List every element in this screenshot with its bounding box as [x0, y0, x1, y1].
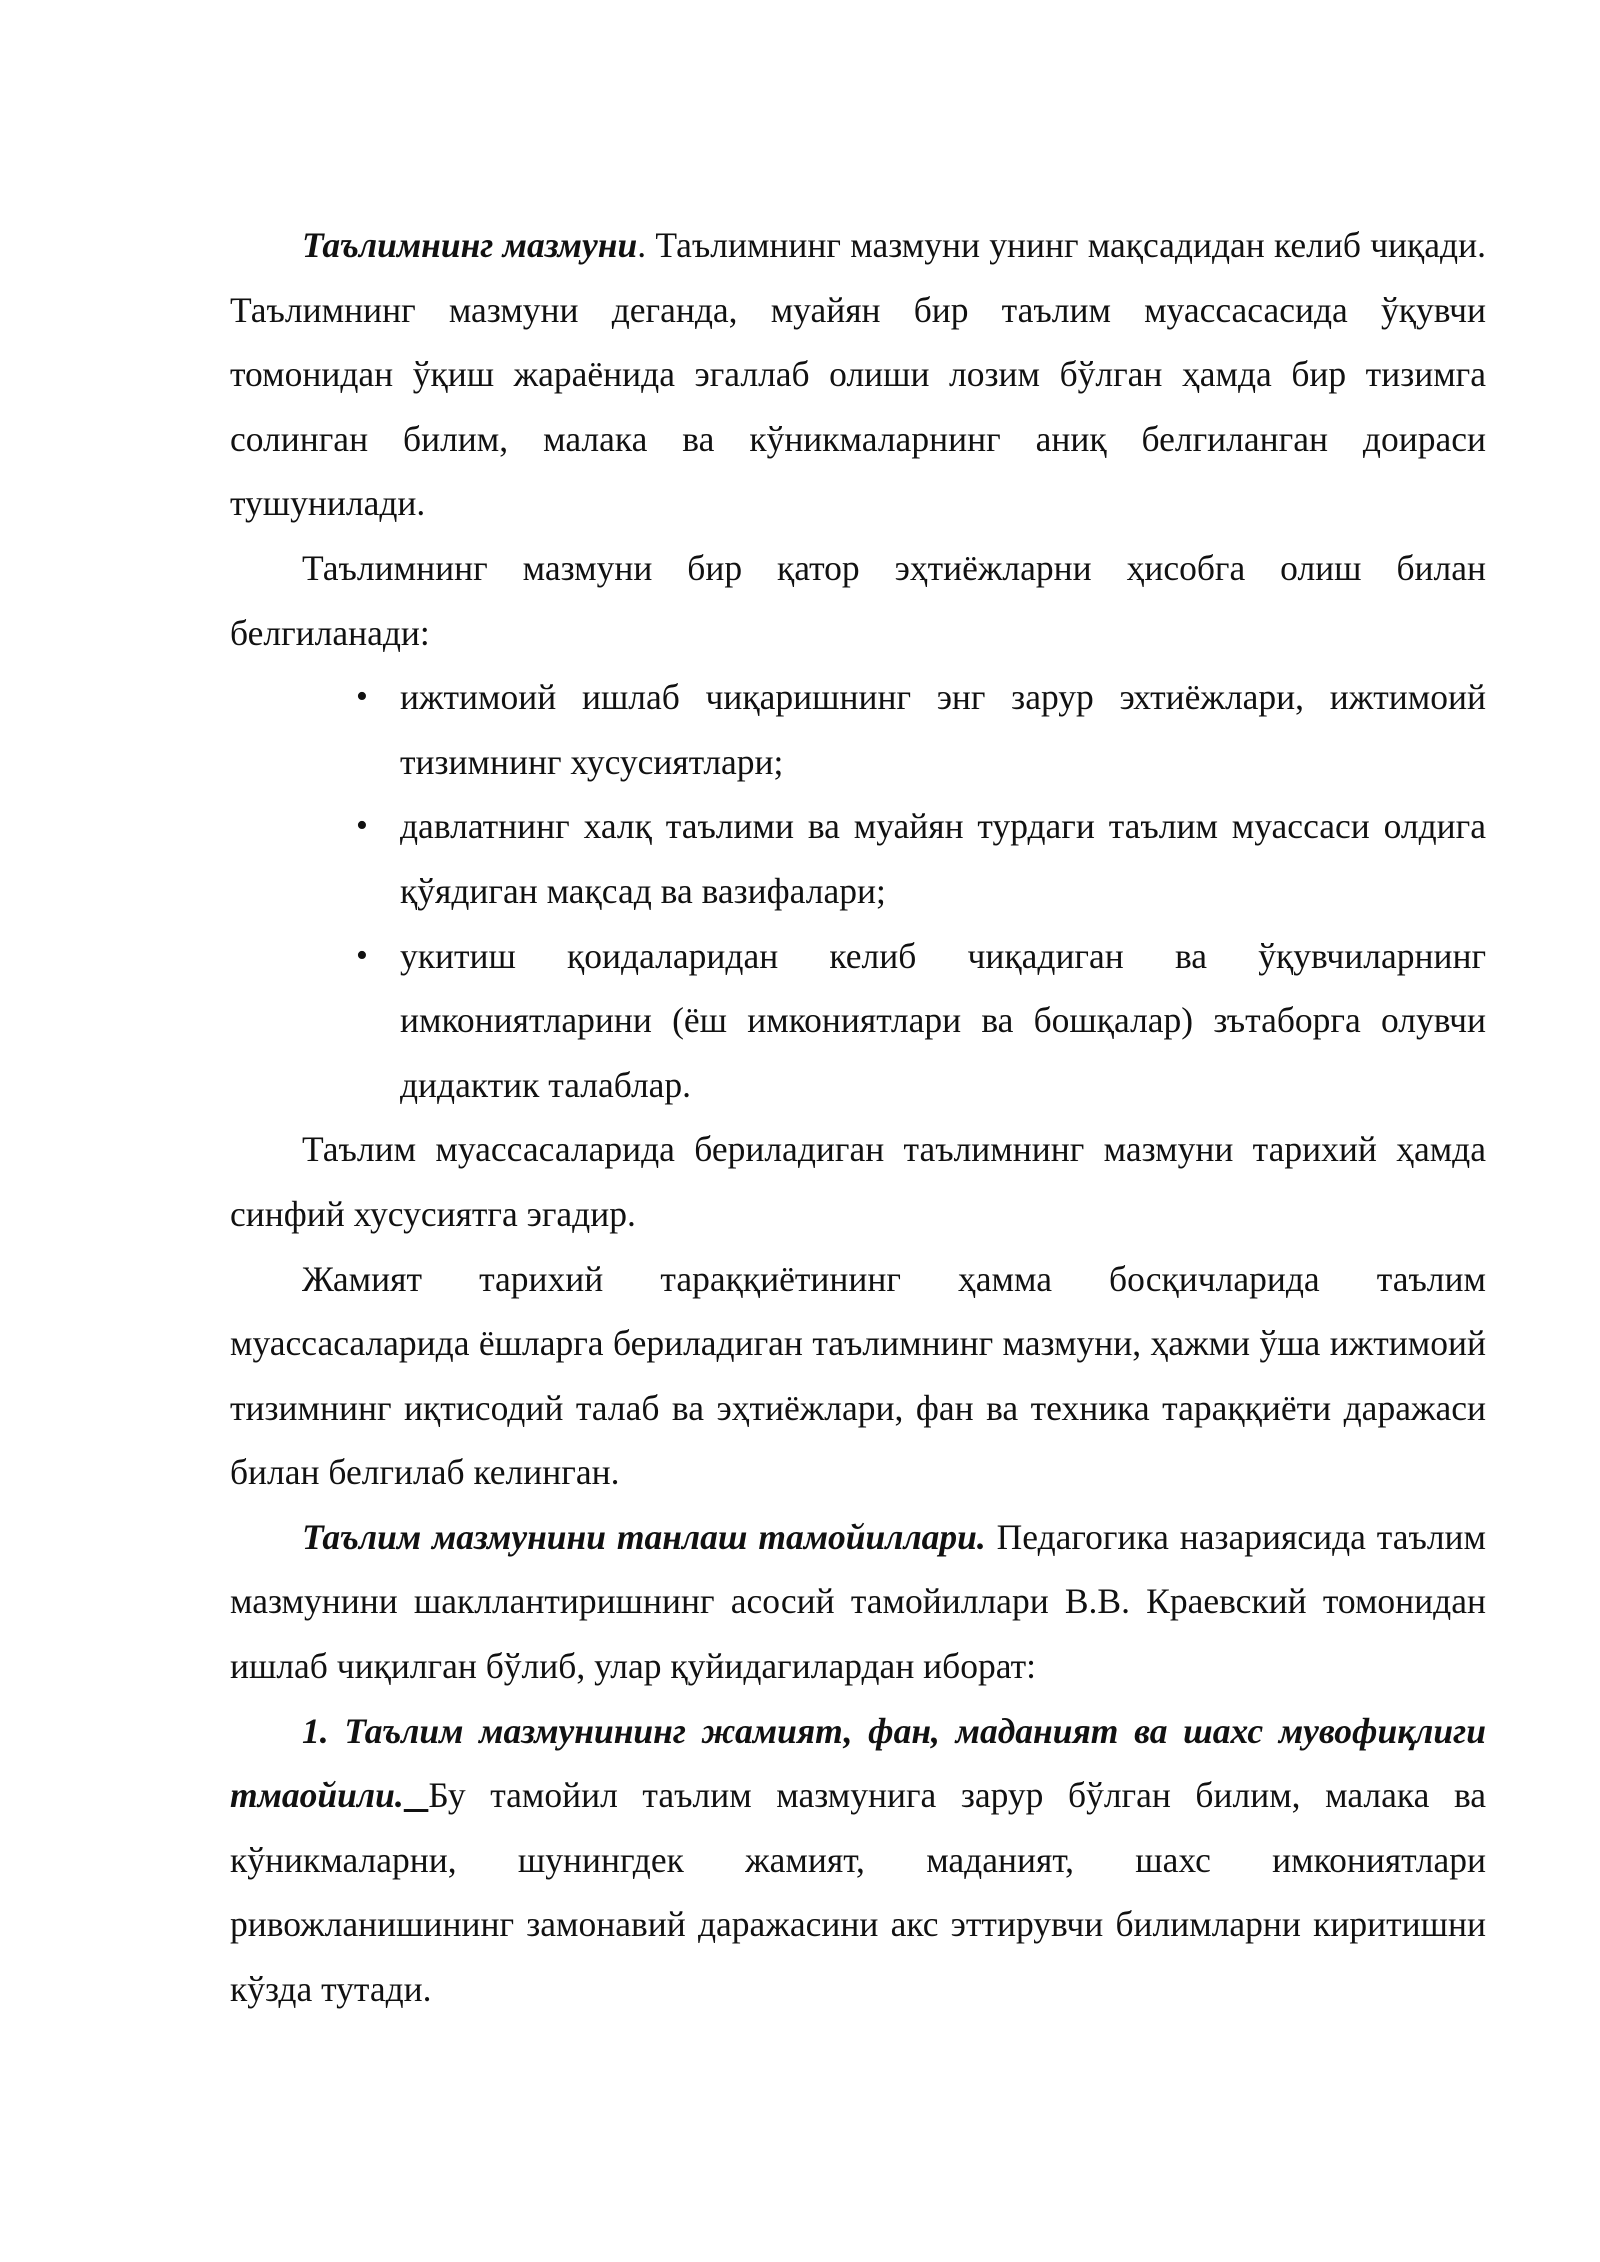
paragraph-principle-one [230, 1699, 1486, 2022]
paragraph-text: Педагогика назариясида таълим мазмунини шакллантиришнинг асосий тамойиллари В.В. Краевский томонидан ишлаб чиқилган бўлиб, улар қуйидагилардан иборат: [230, 1516, 1486, 1687]
needs-list [230, 665, 1486, 1117]
underlined-space [404, 1775, 429, 1815]
heading-principle-one: 1. Таълим мазмунининг жамият, фан, маданият ва шахс мувофиқлиги тмаойили. [230, 1710, 1486, 1816]
list-item [356, 924, 1486, 1118]
heading-content-of-education: Таълимнинг мазмуни [302, 225, 638, 265]
bullet-icon: • [356, 807, 368, 845]
paragraph-content-needs: Таълимнинг мазмуни бир қатор эҳтиёжларни ҳисобга олиш билан белгиланади: [230, 547, 1486, 653]
bullet-icon: • [356, 678, 368, 716]
paragraph-content-definition [230, 213, 1486, 536]
heading-selection-principles: Таълим мазмунини танлаш тамойиллари. [302, 1516, 986, 1557]
list-item-text: давлатнинг халқ таълими ва муайян турдаги таълим муассаси олдига қўядиган мақсад ва вазифалари; [400, 806, 1486, 911]
list-item [356, 794, 1486, 923]
list-item-text: укитиш қоидаларидан келиб чиқадиган ва ўқувчиларнинг имкониятларини (ёш имкониятлари ва бошқалар) зътаборга олувчи дидактик талаблар. [400, 935, 1486, 1105]
paragraph-text: Таълимнинг мазмуни унинг мақсадидан келиб чиқади. Таълимнинг мазмуни деганда, муайян бир таълим муассасасида ўқувчи томонидан ўқиш жараёнида эгаллаб олиши лозим бўлган ҳамда бир тизимга солинган билим, малака ва кўникмаларнинг аниқ белгиланган доираси тушунилади. [230, 225, 1486, 524]
list-item-text: ижтимоий ишлаб чиқаришнинг энг зарур эхтиёжлари, ижтимоий тизимнинг хусусиятлари; [400, 677, 1486, 782]
paragraph-historical-character: Таълим муассасаларида бериладиган таълимнинг мазмуни тарихий ҳамда синфий хусусиятга эгадир. [230, 1129, 1486, 1234]
document-page [230, 213, 1486, 2022]
paragraph-selection-principles [230, 1505, 1486, 1699]
heading-punctuation: . [637, 225, 647, 265]
paragraph-text: Бу тамойил таълим мазмунига зарур бўлган билим, малака ва кўникмаларни, шунингдек жамият, маданият, шахс имкониятлари ривожланишининг замонавий даражасини акс эттирувчи билимларни киритишни кўзда тутади. [230, 1775, 1486, 2010]
paragraph-society-development: Жамият тарихий тараққиётининг ҳамма босқичларида таълим муассасаларида ёшларга бериладиган таълимнинг мазмуни, ҳажми ўша ижтимоий тизимнинг иқтисодий талаб ва эҳтиёжлари, фан ва техника тараққиёти даражаси билан белгилаб келинган. [230, 1258, 1486, 1493]
list-item [356, 665, 1486, 794]
bullet-icon: • [356, 936, 368, 974]
